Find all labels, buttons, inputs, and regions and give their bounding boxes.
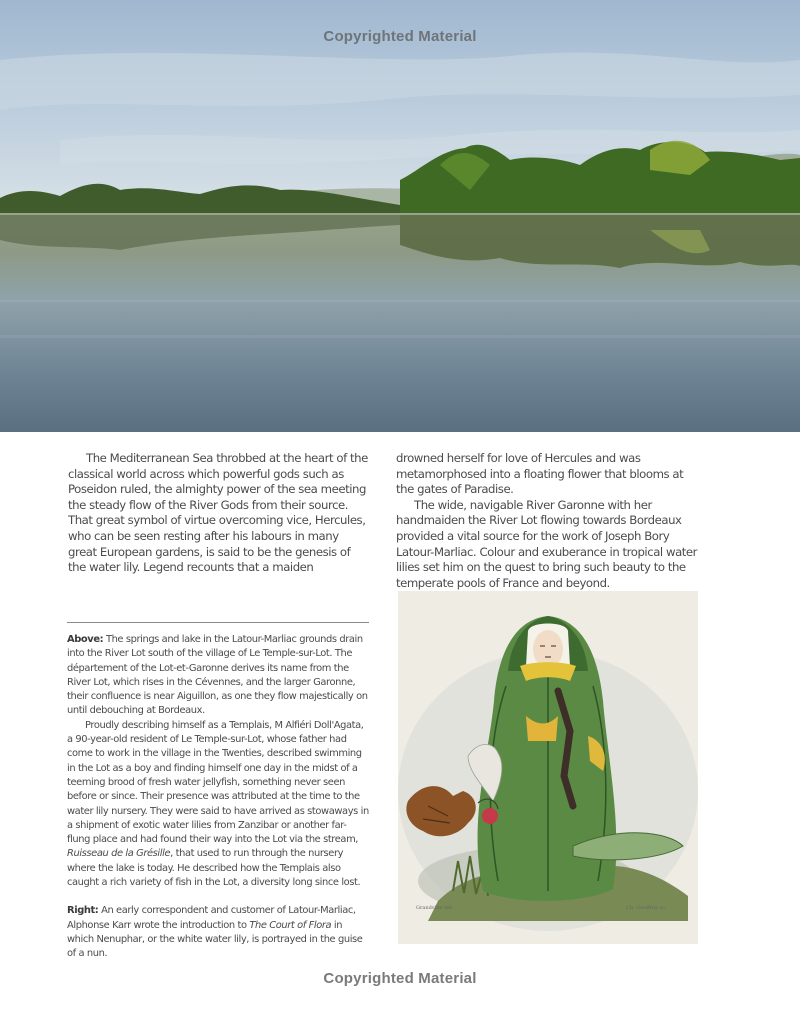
- copyright-watermark-bottom: Copyrighted Material: [323, 970, 477, 987]
- caption-italic: The Court of Flora: [249, 919, 332, 931]
- caption-text: , that used to run through the nursery where the lake is today. He described how the Templais also caught a rich variety of fish in the Lot, a diversity long since lost.: [67, 848, 361, 889]
- caption-above: [67, 633, 369, 719]
- body-paragraph: The Mediterranean Sea throbbed at the heart of the classical world across which powerful gods such as Poseidon ruled, the almighty power of the sea meeting the steady flow of the River Gods from their source. That great symbol of virtue overcoming vice, Hercules, who can be seen resting after his labours in many great European gardens, is said to be the genesis of the water lily. Legend recounts that a maiden: [68, 451, 368, 575]
- body-column-right: [396, 451, 701, 591]
- body-paragraph: The wide, navigable River Garonne with her handmaiden the River Lot flowing towards Bordeaux provided a vital source for the work of Joseph Bory Latour-Marliac. Colour and exuberance in tropical water lilies set him on the quest to bring such beauty to the temperate pools of France and beyond.: [396, 497, 698, 590]
- copyright-watermark-top: Copyrighted Material: [323, 28, 477, 45]
- water-lily-nun-illustration: [398, 591, 698, 944]
- illustration-signature-right: Ch. Geoffroy sc.: [626, 905, 667, 911]
- illustration-signature-left: Grandville del.: [416, 905, 454, 911]
- body-paragraph: drowned herself for love of Hercules and was metamorphosed into a floating flower that blooms at the gates of Paradise.: [396, 451, 684, 497]
- caption-divider: [67, 622, 369, 623]
- caption-proudly: [67, 719, 369, 891]
- caption-text: Proudly describing himself as a Templais, M Alfiéri Doll'Agata, a 90-year-old resident of Le Temple-sur-Lot, whose father had come to work in the village in the Twenties, described swimming in the Lot as a boy and finding himself one day in the midst of a teeming brood of fresh water jellyfish, something never seen before or since. Their presence was attributed at the time to the water lily nursery. They were said to have arrived as stowaways in a shipment of exotic water lilies from Zanzibar or another far-flung place and had found their way into the Lot via the stream,: [67, 719, 369, 846]
- river-landscape-icon: [0, 0, 800, 432]
- caption-spacer: [67, 890, 369, 904]
- caption-label: Right:: [67, 905, 99, 917]
- caption-text: The springs and lake in the Latour-Marliac grounds drain into the River Lot south of the village of Le Temple-sur-Lot. The département of the Lot-et-Garonne derives its name from the River Lot, which rises in the Cévennes, and the larger Garonne, their confluence is near Aiguillon, as one they flow majestically on until debouching at Bordeaux.: [67, 634, 368, 717]
- caption-block: [67, 633, 369, 962]
- caption-italic: Ruisseau de la Grésille: [67, 848, 171, 860]
- body-column-left: [68, 451, 368, 576]
- caption-right: [67, 904, 369, 961]
- river-landscape-photo: [0, 0, 800, 432]
- nun-illustration-icon: [398, 591, 698, 944]
- caption-text: in which Nenuphar, or the white water lily, is portrayed in the guise of a nun.: [67, 919, 363, 960]
- caption-label: Above:: [67, 634, 104, 645]
- caption-text: An early correspondent and customer of Latour-Marliac, Alphonse Karr wrote the introduction to: [67, 905, 356, 931]
